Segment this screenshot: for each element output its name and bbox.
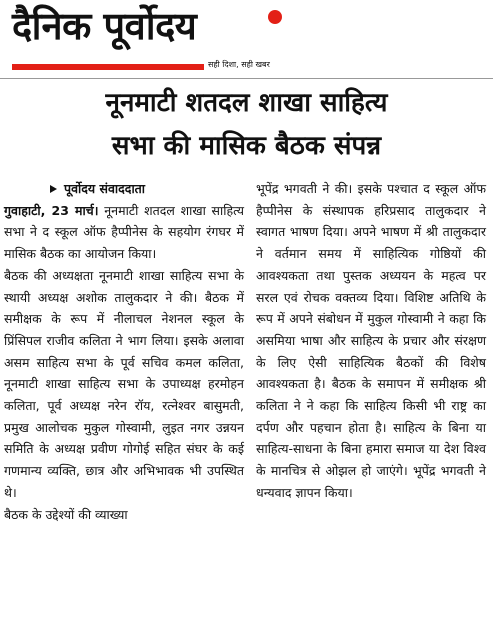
newspaper-logo: दैनिक पूर्वोदय <box>12 4 197 48</box>
paragraph-1-text: नूनमाटी शतदल शाखा साहित्य सभा ने द स्कूल ऑफ हैप्पीनेस के सहयोग रंगघर में मासिक बैठक का आयोजन किया। <box>4 202 244 262</box>
headline-line-2: सभा की मासिक बैठक संपन्न <box>111 131 382 161</box>
divider <box>0 78 493 79</box>
article-column-2 <box>256 178 486 504</box>
headline <box>0 82 493 168</box>
paragraph-4: भूपेंद्र भगवती ने की। इसके पश्चात द स्कूल ऑफ हैप्पीनेस के संस्थापक हरिप्रसाद तालुकदार ने स्वागत भाषण दिया। अपने भाषण में श्री तालुकदार ने वर्तमान समय में साहित्यिक गोष्ठियों की आवश्यकता तथा पुस्तक अध्ययन के महत्व पर सरल एवं रोचक वक्तव्य दिया। विशिष्ट अतिथि के रूप में अपने संबोधन में मुकुल गोस्वामी ने कहा कि असमिया भाषा और साहित्य के प्रचार और संरक्षण के लिए ऐसी साहित्यिक बैठकों की विशेष आवश्यकता है। बैठक के समापन में समीक्षक श्री कलिता ने ने कहा कि साहित्य किसी भी राष्ट्र का दर्पण और पहचान होता है। साहित्य के बिना या साहित्य-साधना के बिना हमारा समाज या देश विश्व के मानचित्र से ओझल हो जाएंगे। भूपेंद्र भगवती ने धन्यवाद ज्ञापन किया। <box>256 181 486 500</box>
headline-line-1: नूनमाटी शतदल शाखा साहित्य <box>105 88 388 118</box>
paragraph-3: बैठक के उद्देश्यों की व्याख्या <box>4 506 128 522</box>
paragraph-2: बैठक की अध्यक्षता नूनमाटी शाखा साहित्य सभा के स्थायी अध्यक्ष अशोक तालुकदार ने की। बैठक में समीक्षक के रूप में नीलाचल नेशनल स्कूल के प्रिंसिपल राजीव कलिता ने भाग लिया। इसके अलावा असम साहित्य सभा के पूर्व सचिव कमल कलिता, नूनमाटी शाखा साहित्य सभा के उपाध्यक्ष हरमोहन कलिता, पूर्व अध्यक्ष नरेन रॉय, रत्नेश्वर बासुमती, प्रमुख आलोचक मुकुल गोस्वामी, लुइत नगर उन्नयन समिति के अध्यक्ष प्रवीण गोगोई सहित संघर के कई गणमान्य व्यक्ति, छात्र और अभिभावक भी उपस्थित थे। <box>4 267 244 500</box>
masthead <box>12 4 280 68</box>
paragraph-1 <box>4 200 244 265</box>
logo-underline <box>12 64 204 70</box>
logo-dot-icon <box>268 10 282 24</box>
dateline: गुवाहाटी, 23 मार्च। <box>4 202 99 218</box>
tagline: सही दिशा, सही खबर <box>208 60 270 69</box>
byline: पूर्वोदय संवाददाता <box>4 178 244 200</box>
article-column-1 <box>4 178 244 525</box>
